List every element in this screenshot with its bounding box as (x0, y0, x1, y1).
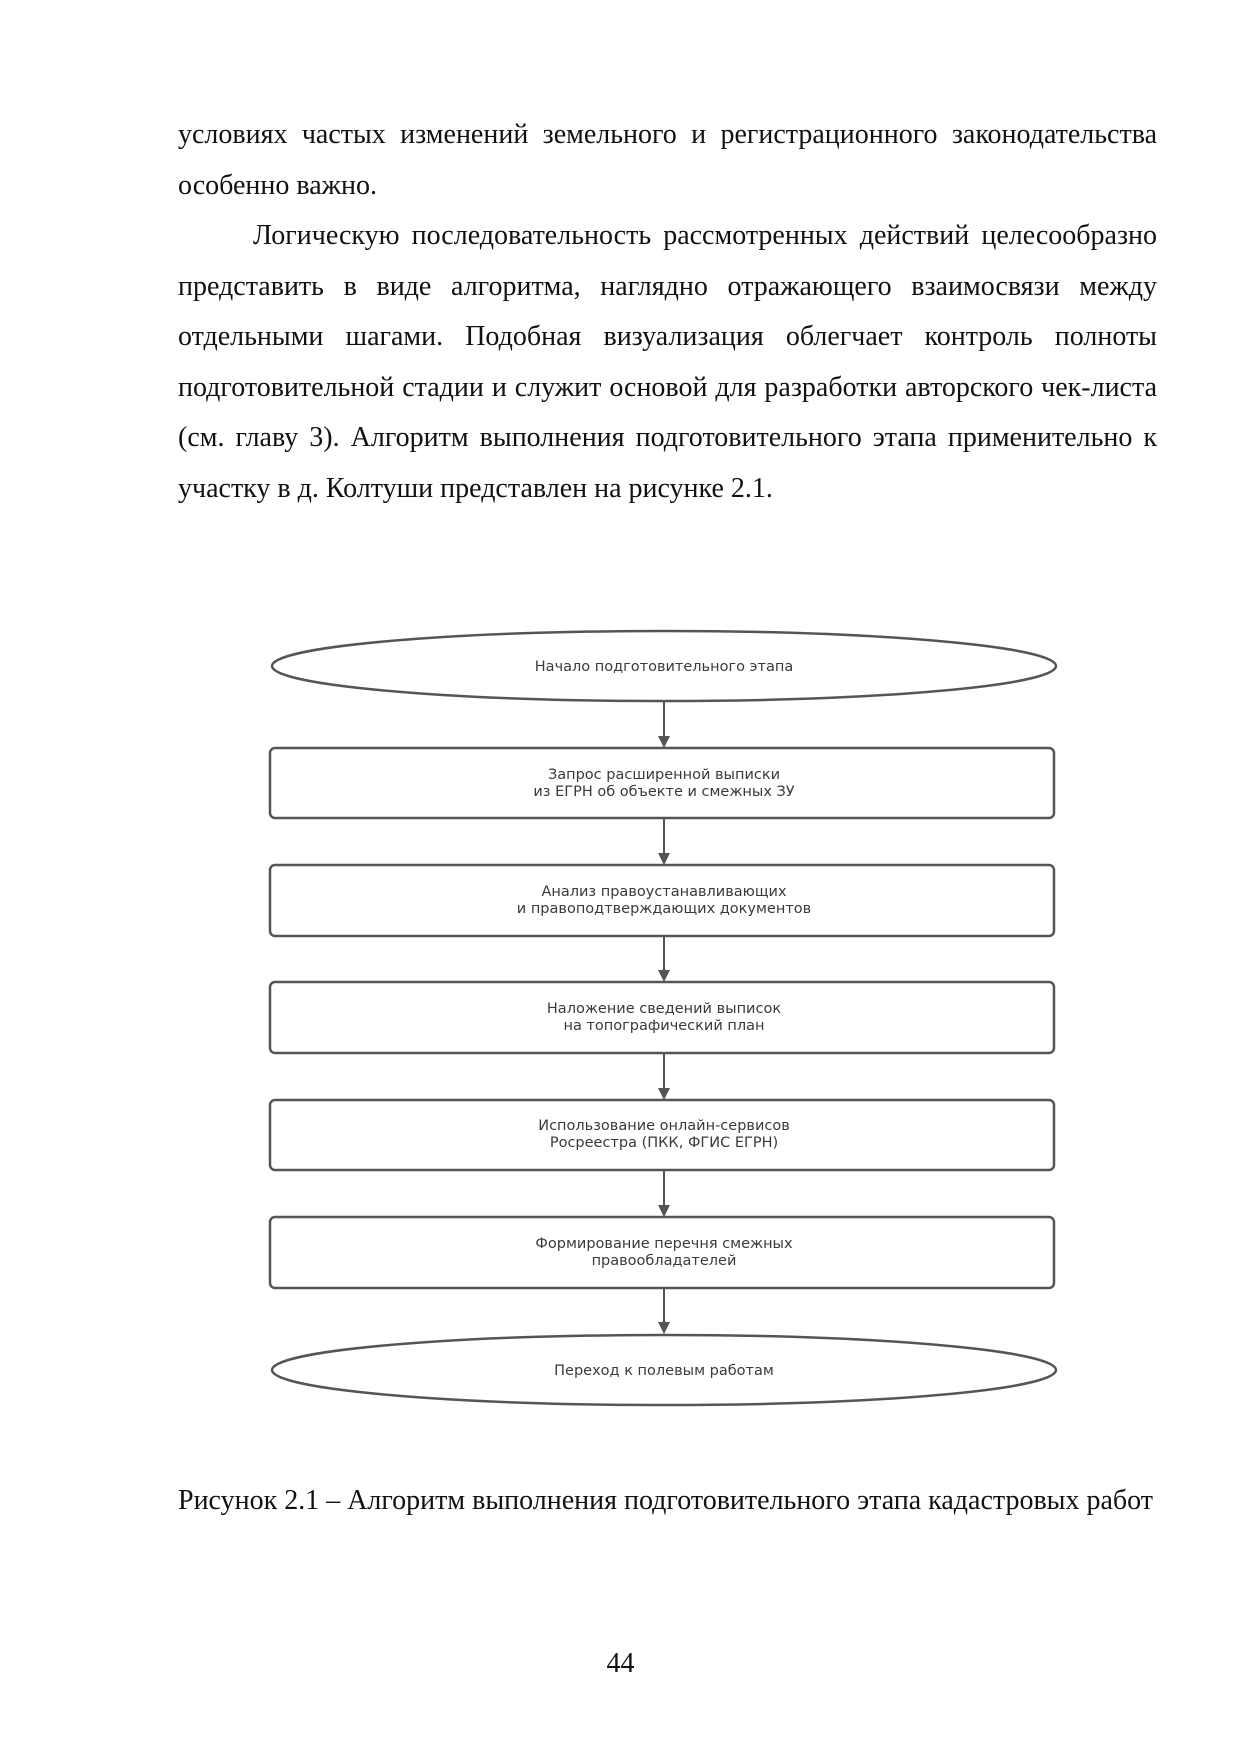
flowchart-step-1 (270, 748, 1054, 818)
flowchart-step-4 (270, 1100, 1054, 1170)
end-label: Переход к полевым работам (554, 1363, 774, 1379)
step-1-label-line-1: Запрос расширенной выписки (547, 767, 781, 783)
body-text (178, 110, 1157, 514)
flowchart-start-node (272, 631, 1056, 701)
step-3-label-line-2: на топографический план (563, 1018, 765, 1034)
step-5-label-line-2: правообладателей (591, 1253, 737, 1269)
step-4-label-line-1: Использование онлайн-сервисов (538, 1118, 790, 1134)
step-2-label-line-2: и правоподтверждающих документов (516, 901, 812, 917)
step-1-label-line-2: из ЕГРН об объекте и смежных ЗУ (533, 784, 795, 800)
flowchart-figure (268, 628, 1068, 1422)
page-number: 44 (606, 1648, 635, 1679)
flowchart-step-3 (270, 982, 1054, 1053)
figure-caption: Рисунок 2.1 – Алгоритм выполнения подготовительного этапа кадастровых работ (178, 1485, 1154, 1516)
paragraph-continuation: условиях частых изменений земельного и регистрационного законодательства особенно важно. (178, 119, 1157, 201)
step-3-label-line-1: Наложение сведений выписок (546, 1001, 782, 1017)
step-5-label-line-1: Формирование перечня смежных (535, 1236, 793, 1252)
flowchart-step-2 (270, 865, 1054, 936)
flowchart-end-node (272, 1335, 1056, 1405)
step-2-label-line-1: Анализ правоустанавливающих (541, 884, 787, 900)
step-4-label-line-2: Росреестра (ПКК, ФГИС ЕГРН) (549, 1135, 779, 1151)
flowchart-svg (268, 628, 1068, 1422)
paragraph-algorithm-intro: Логическую последовательность рассмотренных действий целесообразно представить в виде алгоритма, наглядно отражающего взаимосвязи между отдельными шагами. Подобная визуализация облегчает контроль полноты подготовительной стадии и служит основой для разработки авторского чек-листа (см. главу 3). Алгоритм выполнения подготовительного этапа применительно к участку в д. Колтуши представлен на рисунке 2.1. (178, 220, 1157, 504)
flowchart-step-5 (270, 1217, 1054, 1288)
step-1-box (270, 748, 1054, 818)
start-label: Начало подготовительного этапа (534, 659, 794, 675)
